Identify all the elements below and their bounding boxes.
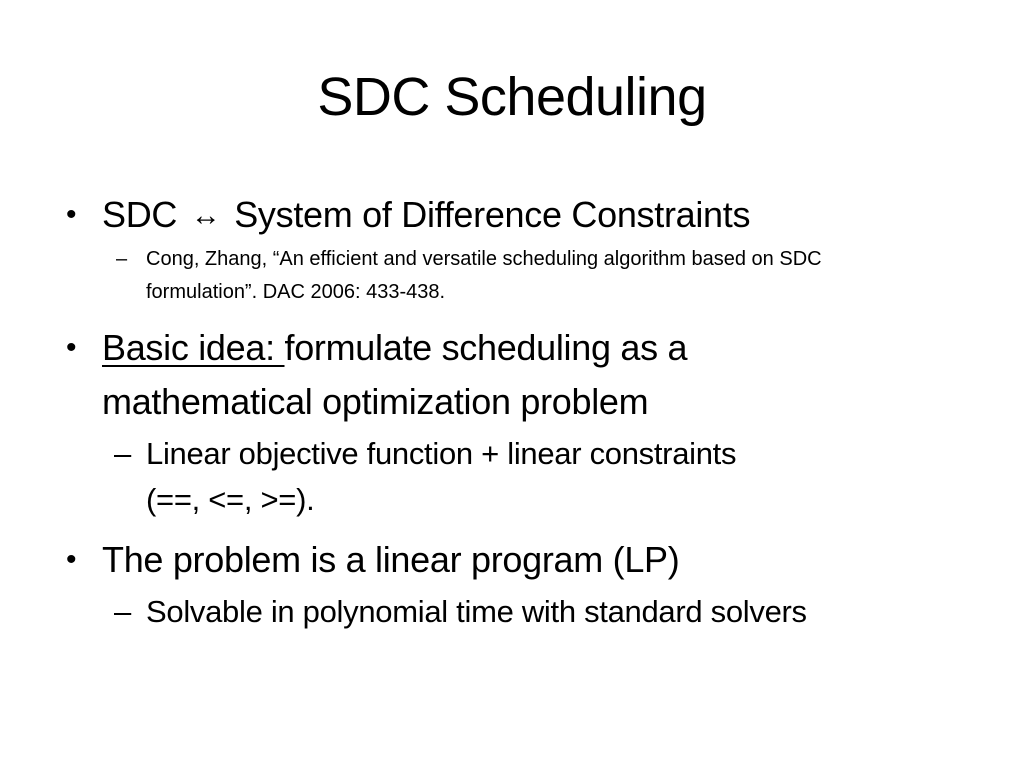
bullet-text: formulate scheduling as a: [284, 327, 688, 368]
bullet-text-tail: System of Difference Constraints: [234, 194, 751, 235]
sub-bullet-line: Linear objective function + linear constraints: [146, 436, 737, 471]
bullet-text-line: mathematical optimization problem: [102, 381, 649, 422]
sub-bullet-line: Solvable in polynomial time with standard solvers: [146, 594, 807, 629]
sub-bullet-item: [60, 431, 960, 523]
slide-title: SDC Scheduling: [317, 67, 707, 127]
left-right-arrow-icon: ↔: [190, 199, 221, 232]
bullet-item: [60, 533, 960, 587]
dash-icon: –: [114, 594, 131, 629]
slide-content: [60, 188, 960, 635]
bullet-text-underlined: Basic idea:: [102, 327, 285, 368]
sub-bullet-line: formulation”. DAC 2006: 433-438.: [146, 281, 446, 303]
bullet-text-head: SDC: [102, 194, 178, 235]
dash-icon: –: [114, 436, 131, 471]
sub-bullet-item: [60, 243, 960, 309]
bullet-item: [60, 321, 960, 429]
bullet-item: [60, 188, 960, 243]
dash-icon: –: [116, 248, 128, 270]
sub-bullet-line: (==, <=, >=).: [146, 482, 315, 517]
bullet-icon: •: [66, 543, 77, 576]
sub-bullet-item: [60, 589, 960, 635]
bullet-icon: •: [66, 198, 77, 231]
sub-bullet-line: Cong, Zhang, “An efficient and versatile scheduling algorithm based on SDC: [146, 248, 822, 270]
bullet-text: The problem is a linear program (LP): [102, 539, 680, 580]
bullet-icon: •: [66, 331, 77, 364]
